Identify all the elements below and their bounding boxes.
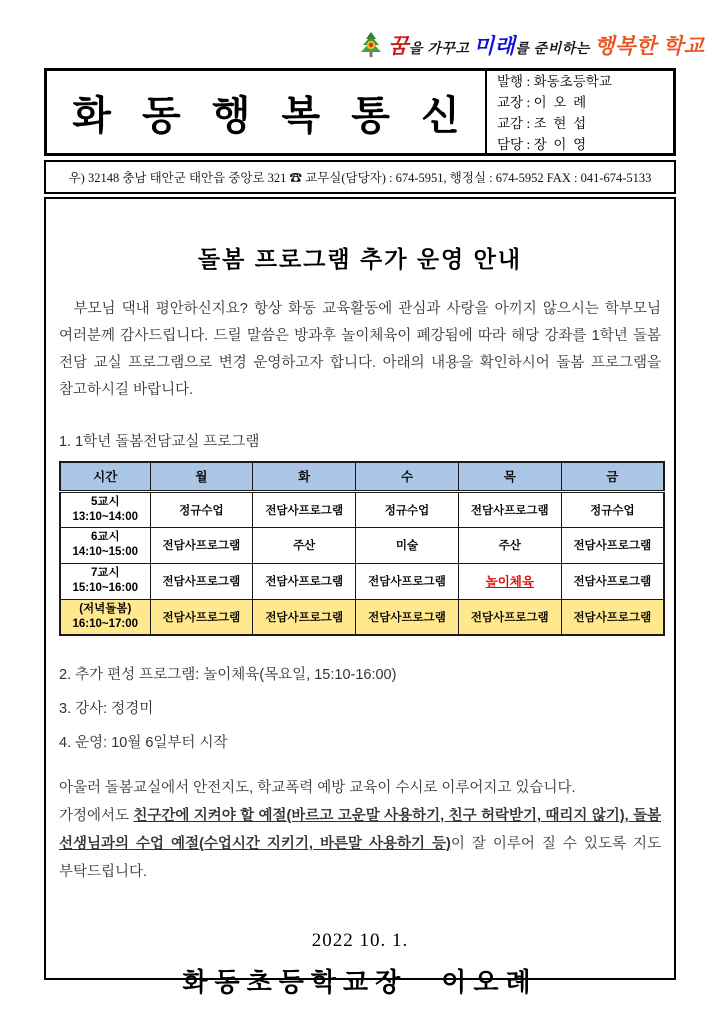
closing-line1: 아울러 돌봄교실에서 안전지도, 학교폭력 예방 교육이 수시로 이루어지고 있습니다. xyxy=(59,780,576,796)
item-instructor: 3. 강사: 정경미 xyxy=(59,701,154,717)
info-line-principal: 교장 : 이 오 례 xyxy=(497,95,587,110)
schedule-cell: 전담사프로그램 xyxy=(561,599,664,635)
signer-title: 화동초등학교장 xyxy=(182,968,408,997)
schedule-cell: 전담사프로그램 xyxy=(253,491,356,527)
schedule-cell: 전담사프로그램 xyxy=(561,527,664,563)
item-start-date: 4. 운영: 10월 6일부터 시작 xyxy=(59,735,228,751)
schedule-cell: 정규수업 xyxy=(150,491,253,527)
header-tue: 화 xyxy=(253,462,356,491)
schedule-cell: 주산 xyxy=(253,527,356,563)
numbered-items xyxy=(59,658,661,760)
school-emblem-icon xyxy=(360,32,382,58)
care-program-schedule-table xyxy=(59,461,665,636)
info-line-staff: 담당 : 장 이 영 xyxy=(497,137,587,152)
intro-paragraph: 부모님 댁내 평안하신지요? 항상 화동 교육활동에 관심과 사랑을 아끼지 않으시는 학부모님 여러분께 감사드립니다. 드릴 말씀은 방과후 놀이체육이 폐강됨에 따라 해당 강좌를 1학년 돌봄 전담 교실 프로그램으로 변경 운영하고자 합니다. 아래의 내용을 확인하시어 돌봄 프로그램을 참고하시길 바랍니다. xyxy=(59,301,661,398)
item-program: 2. 추가 편성 프로그램: 놀이체육(목요일, 15:10-16:00) xyxy=(59,667,397,683)
masthead xyxy=(44,68,676,156)
time-cell: 6교시 14:10~15:00 xyxy=(60,527,150,563)
slogan-text: 꿈을 가꾸고 미래를 준비하는 행복한 학교 xyxy=(388,35,705,58)
info-line-publisher: 발행 : 화동초등학교 xyxy=(497,74,612,89)
notice-title: 돌봄 프로그램 추가 운영 안내 xyxy=(197,246,523,272)
time-cell: 7교시 15:10~16:00 xyxy=(60,563,150,599)
schedule-cell: 전담사프로그램 xyxy=(561,563,664,599)
schedule-cell: 전담사프로그램 xyxy=(458,491,561,527)
schedule-cell: 전담사프로그램 xyxy=(356,563,459,599)
header-wed: 수 xyxy=(356,462,459,491)
schedule-cell-highlight: 놀이체육 xyxy=(458,563,561,599)
schedule-cell: 주산 xyxy=(458,527,561,563)
schedule-cell: 미술 xyxy=(356,527,459,563)
signer-name: 이오례 xyxy=(441,968,538,997)
issue-date: 2022 10. 1. xyxy=(311,930,409,951)
signature xyxy=(59,962,661,999)
schedule-row-period5 xyxy=(60,491,664,527)
header-mon: 월 xyxy=(150,462,253,491)
schedule-cell: 전담사프로그램 xyxy=(150,599,253,635)
section1-label: 1. 1학년 돌봄전담교실 프로그램 xyxy=(59,434,260,450)
schedule-cell: 정규수업 xyxy=(561,491,664,527)
header-fri: 금 xyxy=(561,462,664,491)
header-thu: 목 xyxy=(458,462,561,491)
schedule-header-row xyxy=(60,462,664,491)
schedule-cell: 전담사프로그램 xyxy=(356,599,459,635)
publisher-info xyxy=(485,71,673,153)
address-bar: 우) 32148 충남 태안군 태안읍 중앙로 321 ☎ 교무실(담당자) : 674-5951, 행정실 : 674-5952 FAX : 041-674-5133 xyxy=(44,160,676,194)
closing-paragraph xyxy=(59,774,661,886)
etiquette-emphasis: 친구간에 지켜야 할 예절(바르고 고운말 사용하기, 친구 허락받기, 때리지 않기), 돌봄 선생님과의 수업 예절(수업시간 지키기, 바른말 사용하기 등) xyxy=(59,808,661,852)
time-cell: 5교시 13:10~14:00 xyxy=(60,491,150,527)
schedule-cell: 전담사프로그램 xyxy=(458,599,561,635)
notice-body xyxy=(44,197,676,997)
schedule-cell: 전담사프로그램 xyxy=(150,527,253,563)
info-line-vice-principal: 교감 : 조 현 섭 xyxy=(497,116,587,131)
schedule-row-period7 xyxy=(60,563,664,599)
header-time: 시간 xyxy=(60,462,150,491)
schedule-row-period6 xyxy=(60,527,664,563)
schedule-cell: 전담사프로그램 xyxy=(253,563,356,599)
schedule-row-evening xyxy=(60,599,664,635)
time-cell: (저녁돌봄) 16:10~17:00 xyxy=(60,599,150,635)
schedule-cell: 전담사프로그램 xyxy=(150,563,253,599)
schedule-cell: 정규수업 xyxy=(356,491,459,527)
newsletter-title: 화 동 행 복 통 신 xyxy=(72,93,470,138)
closing-line2: 가정에서도 친구간에 지켜야 할 예절(바르고 고운말 사용하기, 친구 허락받기, 때리지 않기), 돌봄 선생님과의 수업 예절(수업시간 지키기, 바른말 사용하기 등)이 잘 이루어 질 수 있도록 지도 부탁드립니다. xyxy=(59,808,661,880)
schedule-cell: 전담사프로그램 xyxy=(253,599,356,635)
school-slogan xyxy=(360,30,705,60)
